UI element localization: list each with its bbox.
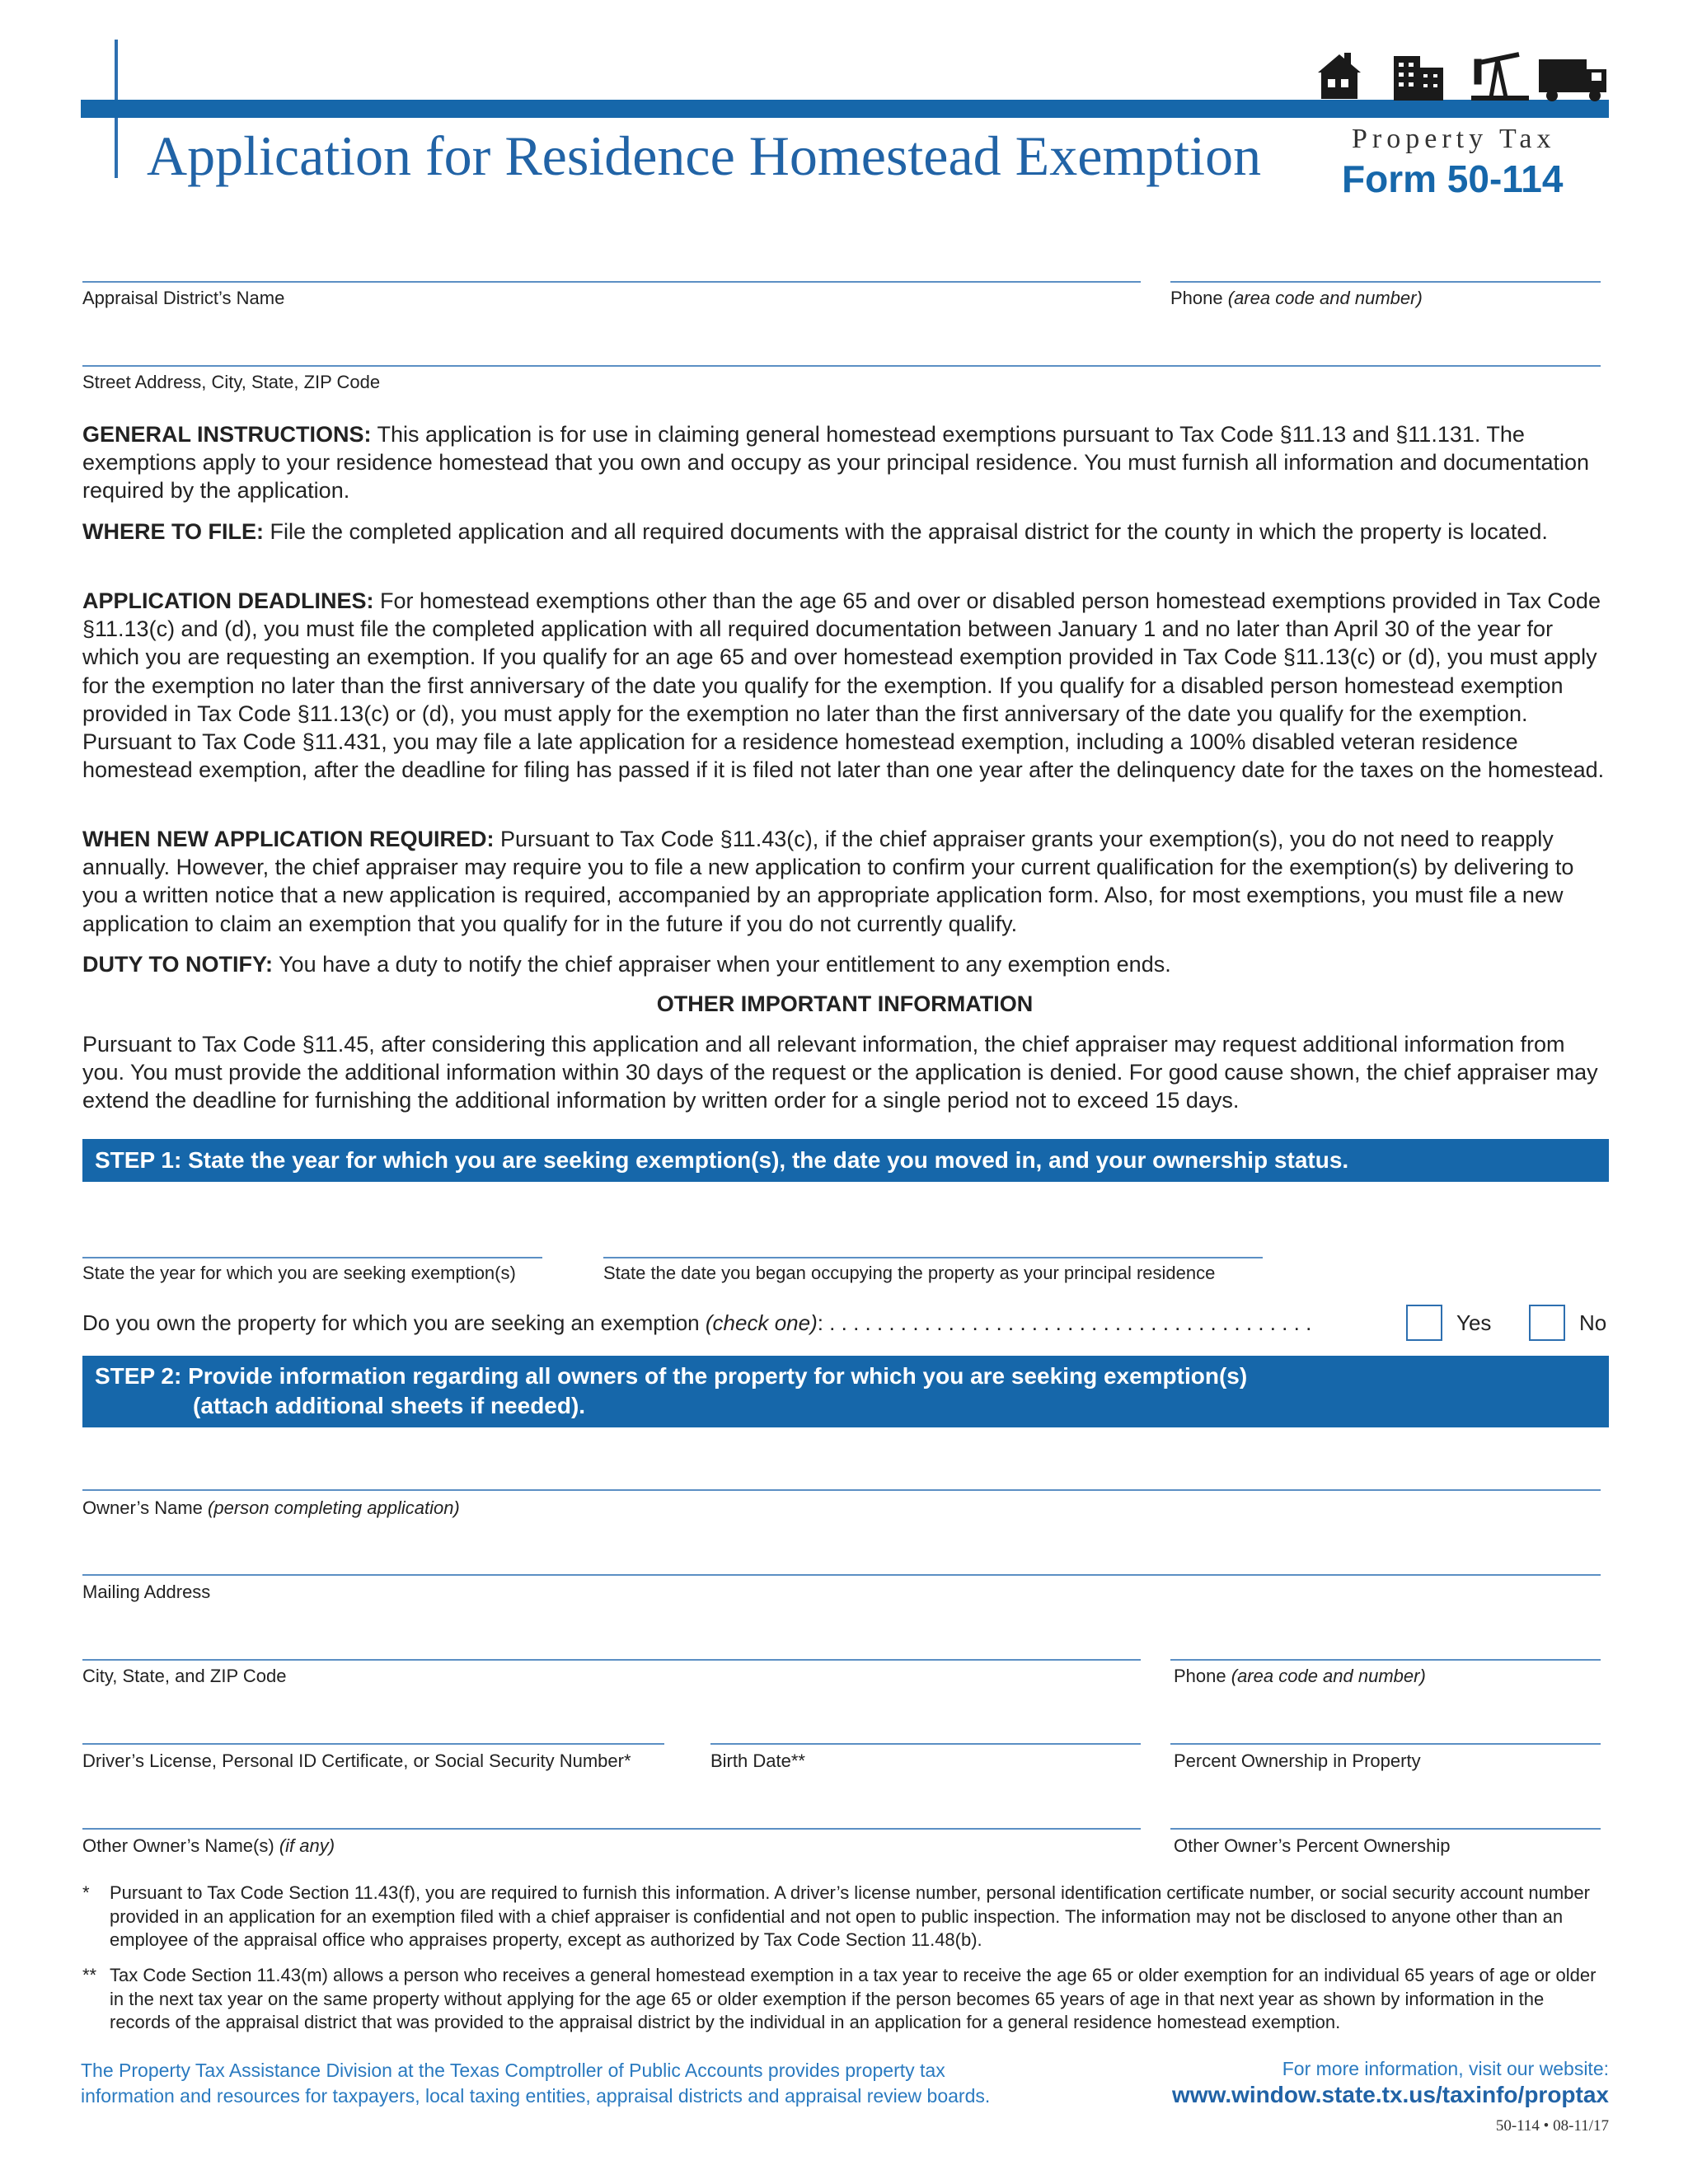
own-no-checkbox[interactable] [1529,1305,1565,1341]
footer-more-info: For more information, visit our website: [1282,2058,1609,2079]
step2-title-line1: STEP 2: Provide information regarding all owners of the property for which you are seeking exemption(s) [95,1363,1248,1389]
mailing-address-label: Mailing Address [82,1582,211,1602]
district-address-label: Street Address, City, State, ZIP Code [82,372,381,392]
footnote-id-confidential [82,1882,1607,1952]
own-yes-checkbox[interactable] [1406,1305,1442,1341]
owner-city-field[interactable] [82,1659,1141,1661]
footer-line2: information and resources for taxpayers, local taxing entities, appraisal districts and appraisal review boards. [81,2085,991,2107]
owner-name-field[interactable] [82,1489,1601,1491]
other-info-text: Pursuant to Tax Code §11.45, after considering this application and all relevant information, the chief appraiser may request additional information from you. You must provide the additional information within 30 days of the request or the application is denied. For good cause shown, the chief appraiser may extend the deadline for furnishing the additional information by written order for a single period not to exceed 15 days. [82,1032,1598,1113]
occupancy-date-label: State the date you began occupying the property as your principal residence [603,1263,1216,1283]
birth-date-field[interactable] [710,1743,1141,1745]
birth-date-label: Birth Date** [710,1750,805,1771]
form-title: Application for Residence Homestead Exemption [147,124,1262,187]
exemption-year-label: State the year for which you are seeking exemption(s) [82,1263,516,1283]
header-icons [1315,48,1611,102]
footnote-mark: ** [82,1965,97,1985]
where-to-file: WHERE TO FILE: File the completed application and all required documents with the appraisal district for the county in which the property is located. [82,519,1548,544]
owner-phone-field[interactable] [1170,1659,1601,1661]
mailing-address-field[interactable] [82,1574,1601,1576]
district-phone-label: Phone (area code and number) [1170,288,1423,308]
footer-line1: The Property Tax Assistance Division at the Texas Comptroller of Public Accounts provides property tax [81,2060,945,2081]
footnote-age65 [82,1964,1607,2035]
form-category: Property Tax [1352,124,1556,154]
step2-header [82,1356,1609,1427]
own-no-label: No [1579,1310,1607,1335]
id-number-field[interactable] [82,1743,664,1745]
owner-name-label: Owner’s Name (person completing application) [82,1497,460,1518]
other-owner-label: Other Owner’s Name(s) (if any) [82,1835,335,1856]
district-name-label: Appraisal District’s Name [82,288,285,308]
footnote-text: Tax Code Section 11.43(m) allows a person who receives a general homestead exemption in a tax year to receive the age 65 or older exemption for an individual 65 years of age or older in the next tax year on the same property without applying for the age 65 or older exemption if the person becomes 65 years of age in that next year as shown by information in the records of the appraisal district that was provided to the appraisal district by the individual in an application for a general residence homestead exemption. [110,1965,1597,2032]
district-phone-field[interactable] [1170,281,1601,283]
general-instructions: GENERAL INSTRUCTIONS: This application is for use in claiming general homestead exemptions pursuant to Tax Code §11.13 and §11.131. The exemptions apply to your residence homestead that you own and occupy as your principal residence. You must furnish all information and documentation required by the application. [82,422,1590,504]
step1-header: STEP 1: State the year for which you are seeking exemption(s), the date you moved in, and your ownership status. [82,1139,1609,1182]
occupancy-date-field[interactable] [603,1257,1263,1258]
header-band [81,100,1609,118]
own-yes-label: Yes [1456,1310,1492,1335]
other-info-heading: OTHER IMPORTANT INFORMATION [656,991,1034,1016]
id-number-label: Driver’s License, Personal ID Certificate, or Social Security Number* [82,1750,631,1771]
ownership-question: Do you own the property for which you are seeking an exemption (check one): . . . . . . . . . . . . . . . . . . . . . . . . . . . . . . . . . . . . . . . . . [82,1310,1312,1335]
building-icon [1394,56,1443,101]
footer-website-link[interactable]: www.window.state.tx.us/taxinfo/proptax [1172,2082,1609,2107]
new-application-required: WHEN NEW APPLICATION REQUIRED: Pursuant to Tax Code §11.43(c), if the chief appraiser grants your exemption(s), you do not need to reapply annually. However, the chief appraiser may require you to file a new application to confirm your current qualification for the exemption(s) by delivering to you a written notice that a new application is required, accompanied by an appropriate application form. Also, for most exemptions, you must file a new application to claim an exemption that you qualify for in the future if you do not currently qualify. [82,827,1574,936]
owner-city-label: City, State, and ZIP Code [82,1666,287,1686]
duty-to-notify: DUTY TO NOTIFY: You have a duty to notify the chief appraiser when your entitlement to any exemption ends. [82,952,1171,977]
form-number: Form 50-114 [1342,157,1564,200]
footnote-mark: * [82,1882,90,1903]
district-address-field[interactable] [82,365,1601,367]
footer-form-code: 50-114 • 08-11/17 [1495,2117,1609,2135]
exemption-year-field[interactable] [82,1257,542,1258]
oil-pump-icon [1471,54,1529,101]
truck-icon [1539,59,1606,101]
other-percent-field[interactable] [1170,1828,1601,1830]
step2-title-line2: (attach additional sheets if needed). [193,1393,586,1418]
district-name-field[interactable] [82,281,1141,283]
percent-ownership-label: Percent Ownership in Property [1174,1750,1421,1771]
other-percent-label: Other Owner’s Percent Ownership [1174,1835,1451,1856]
application-deadlines: APPLICATION DEADLINES: For homestead exemptions other than the age 65 and over or disabled person homestead exemptions provided in Tax Code §11.13(c) and (d), you must file the completed application with all required documentation between January 1 and no later than April 30 of the year for which you are requesting an exemption. If you qualify for an age 65 and over homestead exemption provided in Tax Code §11.13(c) or (d), you must apply for the exemption no later than the first anniversary of the date you qualify for the exemption. If you qualify for a disabled person homestead exemption provided in Tax Code §11.13(c) or (d), you must apply for the exemption no later than the first anniversary of the date you qualify for the exemption. Pursuant to Tax Code §11.431, you may file a late application for a residence homestead exemption, including a 100% disabled veteran residence homestead exemption, after the deadline for filing has passed if it is filed not later than one year after the delinquency date for the taxes on the homestead. [82,588,1605,783]
footnote-text: Pursuant to Tax Code Section 11.43(f), you are required to furnish this information. A driver’s license number, personal identification certificate number, or social security account number provided in an application for an exemption filed with a chief appraiser is confidential and not open to public inspection. The information may not be disclosed to anyone other than an employee of the appraisal office who appraises property, except as authorized by Tax Code Section 11.48(b). [110,1882,1590,1950]
footer-division-info [81,2058,990,2109]
house-icon [1318,53,1361,99]
owner-phone-label: Phone (area code and number) [1174,1666,1426,1686]
other-owner-field[interactable] [82,1828,1141,1830]
percent-ownership-field[interactable] [1170,1743,1601,1745]
